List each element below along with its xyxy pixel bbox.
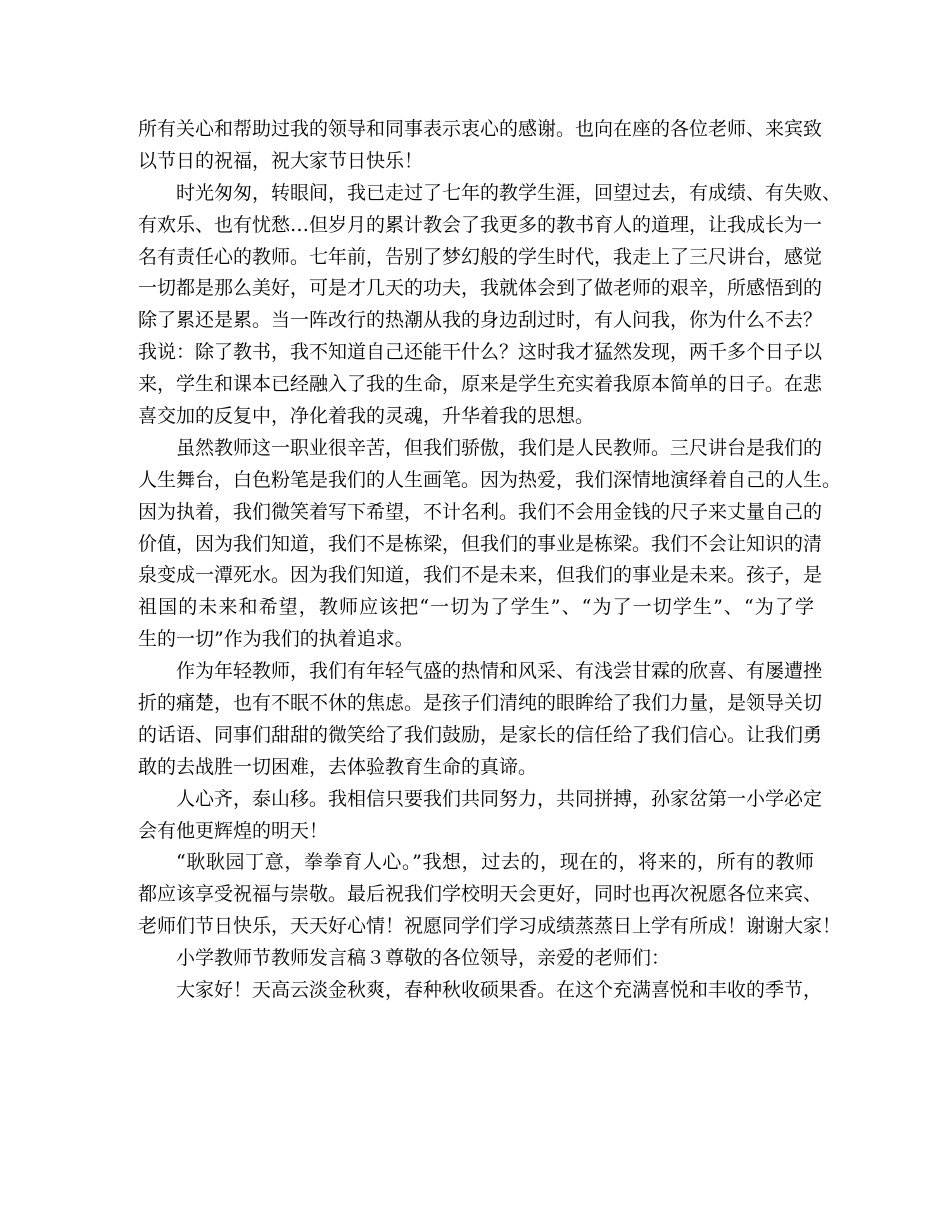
text-line: 人生舞台，白色粉笔是我们的人生画笔。因为热爱，我们深情地演绎着自己的人生。 — [138, 468, 842, 491]
text-line: “耿耿园丁意，拳拳育人心。”我想，过去的，现在的，将来的，所有的教师 — [176, 851, 814, 874]
text-line: 来，学生和课本已经融入了我的生命，原来是学生充实着我原本简单的日子。在悲 — [138, 373, 823, 396]
text-line: 老师们节日快乐，天天好心情！祝愿同学们学习成绩蒸蒸日上学有所成！谢谢大家！ — [138, 915, 842, 938]
text-line: 大家好！天高云淡金秋爽，春种秋收硕果香。在这个充满喜悦和丰收的季节， — [176, 979, 823, 1002]
text-line: 泉变成一潭死水。因为我们知道，我们不是未来，但我们的事业是未来。孩子，是 — [138, 564, 823, 587]
text-line: 都应该享受祝福与崇敬。最后祝我们学校明天会更好，同时也再次祝愿各位来宾、 — [138, 883, 823, 906]
text-line: 人心齐，泰山移。我相信只要我们共同努力，共同拼搏，孙家岔第一小学必定 — [176, 787, 823, 810]
text-line: 敢的去战胜一切困难，去体验教育生命的真谛。 — [138, 755, 538, 778]
text-line: 喜交加的反复中，净化着我的灵魂，升华着我的思想。 — [138, 405, 595, 428]
text-line: 折的痛楚，也有不眠不休的焦虑。是孩子们清纯的眼眸给了我们力量，是领导关切 — [138, 692, 823, 715]
text-line: 一切都是那么美好，可是才几天的功夫，我就体会到了做老师的艰辛，所感悟到的 — [138, 277, 823, 300]
text-line: 虽然教师这一职业很辛苦，但我们骄傲，我们是人民教师。三尺讲台是我们的 — [176, 436, 823, 459]
document-page — [138, 114, 842, 1007]
text-line: 除了累还是累。当一阵改行的热潮从我的身边刮过时，有人问我，你为什么不去？ — [138, 309, 823, 332]
text-line: 价值，因为我们知道，我们不是栋梁，但我们的事业是栋梁。我们不会让知识的清 — [138, 532, 823, 555]
text-line: 时光匆匆，转眼间，我已走过了七年的教学生涯，回望过去，有成绩、有失败、 — [176, 181, 842, 204]
text-line: 以节日的祝福，祝大家节日快乐！ — [138, 149, 424, 172]
text-line: 名有责任心的教师。七年前，告别了梦幻般的学生时代，我走上了三尺讲台，感觉 — [138, 245, 823, 268]
text-line: 有欢乐、也有忧愁…但岁月的累计教会了我更多的教书育人的道理，让我成长为一 — [138, 213, 823, 236]
text-line: 会有他更辉煌的明天！ — [138, 819, 329, 842]
text-line: 所有关心和帮助过我的领导和同事表示衷心的感谢。也向在座的各位老师、来宾致 — [138, 118, 823, 140]
text-line: 我说：除了教书，我不知道自己还能干什么？这时我才猛然发现，两千多个日子以 — [138, 341, 823, 364]
text-line: 作为年轻教师，我们有年轻气盛的热情和风采、有浅尝甘霖的欣喜、有屡遭挫 — [176, 660, 823, 683]
text-line: 祖国的未来和希望，教师应该把“一切为了学生”、“为了一切学生”、“为了学 — [138, 596, 814, 619]
text-line: 小学教师节教师发言稿３尊敬的各位领导，亲爱的老师们： — [176, 947, 671, 970]
text-line: 的话语、同事们甜甜的微笑给了我们鼓励，是家长的信任给了我们信心。让我们勇 — [138, 723, 823, 746]
text-line: 生的一切”作为我们的执着追求。 — [138, 628, 414, 651]
text-line: 因为执着，我们微笑着写下希望，不计名利。我们不会用金钱的尺子来丈量自己的 — [138, 500, 823, 523]
